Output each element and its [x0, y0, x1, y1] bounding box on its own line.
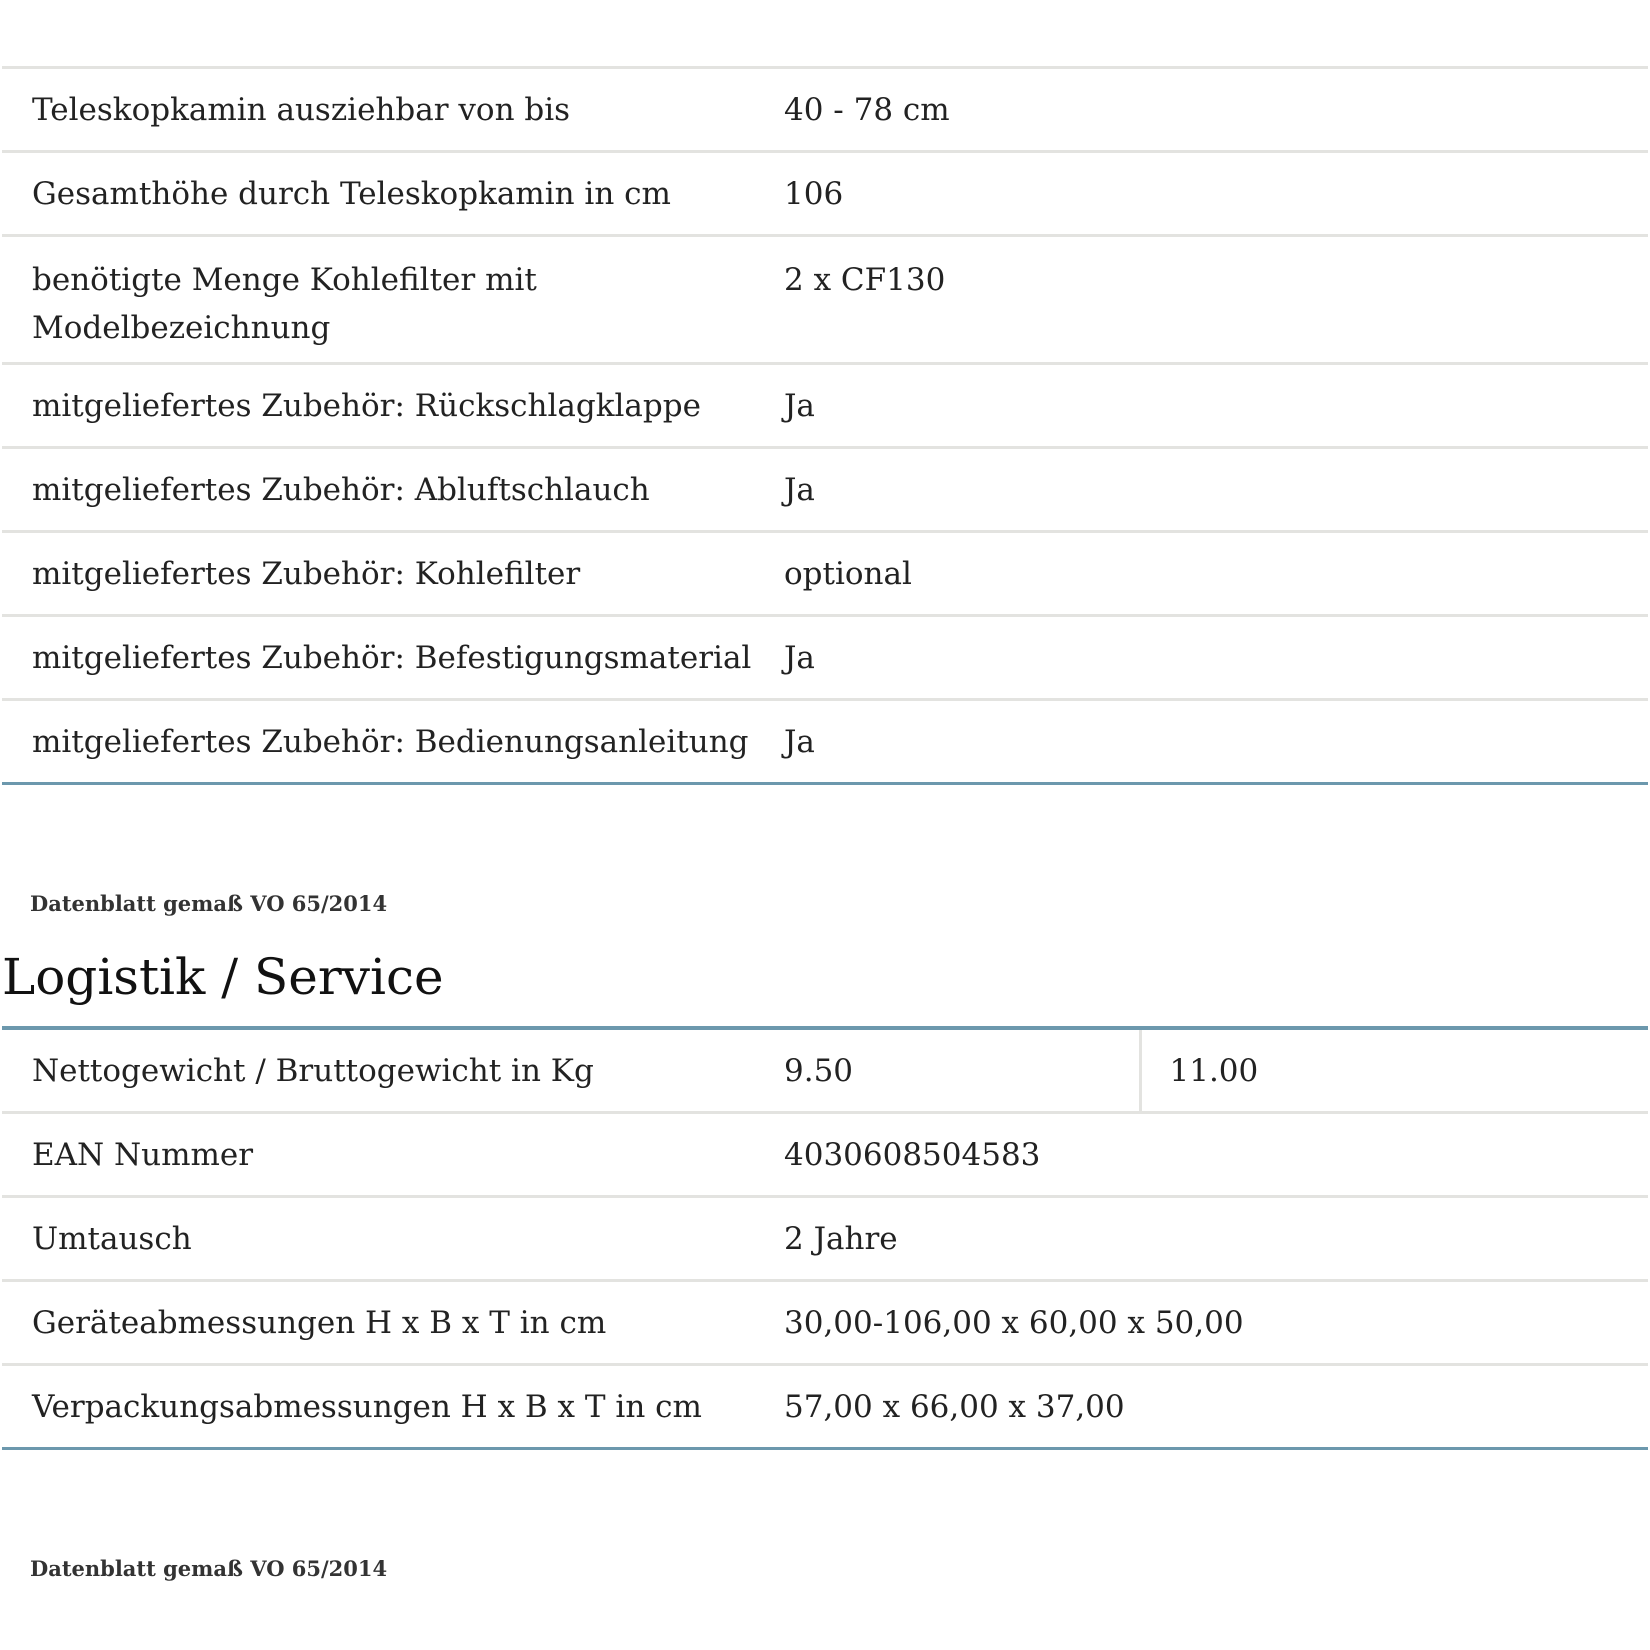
- row-value: Ja: [752, 448, 1648, 532]
- table-row: [2, 364, 1648, 448]
- row-value: 40 - 78 cm: [752, 68, 1648, 152]
- row-value: optional: [752, 532, 1648, 616]
- table-row: [2, 1365, 1648, 1449]
- section-title: Logistik / Service: [2, 948, 444, 1006]
- table-row: [2, 700, 1648, 784]
- table-row: [2, 532, 1648, 616]
- row-label: Geräteabmessungen H x B x T in cm: [2, 1281, 752, 1365]
- row-label: mitgeliefertes Zubehör: Bedienungsanleitung: [2, 700, 752, 784]
- row-label: Umtausch: [2, 1197, 752, 1281]
- row-value: Ja: [752, 364, 1648, 448]
- table-row: [2, 448, 1648, 532]
- table-row: [2, 152, 1648, 236]
- table-row: [2, 68, 1648, 152]
- row-value: 106: [752, 152, 1648, 236]
- row-value: 2 x CF130: [752, 236, 1648, 364]
- datasheet-footnote: Datenblatt gemaß VO 65/2014: [30, 891, 388, 916]
- logistik-table: [2, 1026, 1648, 1450]
- datasheet-footnote: Datenblatt gemaß VO 65/2014: [30, 1556, 388, 1581]
- accessories-table: [2, 66, 1648, 785]
- row-label: mitgeliefertes Zubehör: Rückschlagklappe: [2, 364, 752, 448]
- row-label: Nettogewicht / Bruttogewicht in Kg: [2, 1028, 752, 1113]
- row-label: EAN Nummer: [2, 1113, 752, 1197]
- row-value: Ja: [752, 700, 1648, 784]
- row-label: mitgeliefertes Zubehör: Kohlefilter: [2, 532, 752, 616]
- table-row: [2, 236, 1648, 364]
- table-row: [2, 1113, 1648, 1197]
- row-label: mitgeliefertes Zubehör: Abluftschlauch: [2, 448, 752, 532]
- gross-weight-value: 11.00: [1140, 1028, 1648, 1113]
- table-row: [2, 1281, 1648, 1365]
- table-row-weight: [2, 1028, 1648, 1113]
- row-value: 30,00-106,00 x 60,00 x 50,00: [752, 1281, 1648, 1365]
- row-value: 57,00 x 66,00 x 37,00: [752, 1365, 1648, 1449]
- row-label: Gesamthöhe durch Teleskopkamin in cm: [2, 152, 752, 236]
- row-label: Teleskopkamin ausziehbar von bis: [2, 68, 752, 152]
- row-value: Ja: [752, 616, 1648, 700]
- row-label: benötigte Menge Kohlefilter mit Modelbezeichnung: [2, 236, 752, 364]
- net-weight-value: 9.50: [752, 1028, 1140, 1113]
- table-row: [2, 616, 1648, 700]
- datasheet: [2, 0, 1648, 785]
- row-value: 2 Jahre: [752, 1197, 1648, 1281]
- logistik-section: [2, 1026, 1648, 1450]
- row-label: Verpackungsabmessungen H x B x T in cm: [2, 1365, 752, 1449]
- row-value: 4030608504583: [752, 1113, 1648, 1197]
- table-row: [2, 1197, 1648, 1281]
- row-label: mitgeliefertes Zubehör: Befestigungsmaterial: [2, 616, 752, 700]
